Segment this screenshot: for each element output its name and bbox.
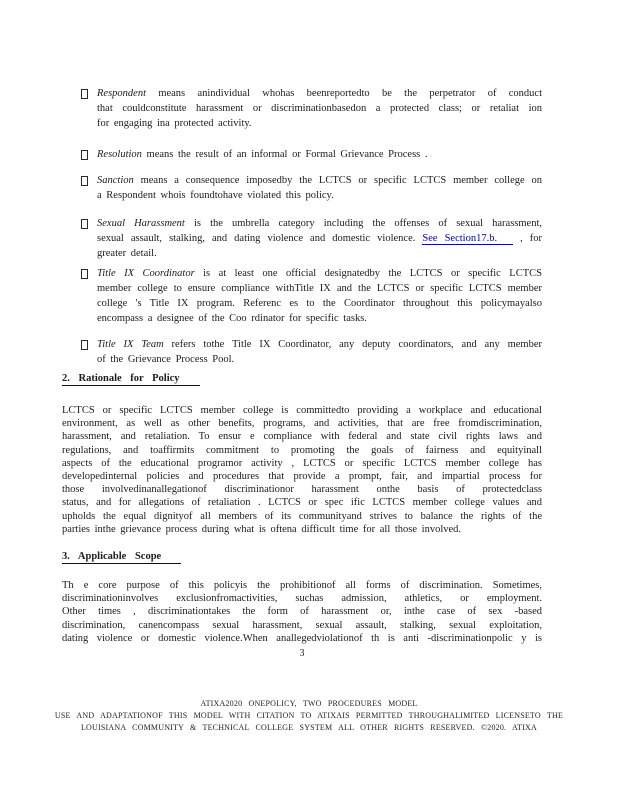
bullet-square-icon — [81, 340, 88, 350]
text-segment: , for — [513, 233, 543, 244]
definition-line — [97, 266, 542, 281]
text-segment: harassment, and retaliation. To ensur e compliance with federal and state civil rights laws and — [62, 431, 542, 443]
definition-text — [97, 86, 542, 131]
text-segment: upholds the equal dignityof all members of its communityand strives to balance the rights of the — [62, 510, 542, 522]
text-segment: encompass a designee of the Coo rdinator for specific tasks. — [97, 313, 367, 324]
text-segment: sexual assault, stalking, and dating violence and domestic violence. — [97, 233, 423, 244]
definition-line — [97, 116, 542, 131]
rationale-paragraph — [62, 404, 542, 536]
paragraph-line — [62, 632, 542, 645]
section-3-heading — [62, 551, 181, 564]
text-segment: those involvedinanallegationof discriminationor harassment onthe basis of protectedclass — [62, 484, 542, 496]
scope-paragraph — [62, 579, 542, 645]
text-segment: means anindividual whohas beenreportedto be the perpetrator of conduct — [146, 88, 542, 99]
definition-item-sanction — [80, 173, 542, 203]
paragraph-line — [62, 483, 542, 496]
bullet-square-icon — [81, 219, 88, 229]
text-segment: status, and for allegations of retaliation . LCTCS or spec ific LCTCS member college values and — [62, 497, 542, 509]
definition-line — [97, 352, 542, 367]
text-segment: aspects of the educational programor activity , LCTCS or specific LCTCS member college has — [62, 457, 542, 469]
definition-term: Title IX Team — [97, 339, 164, 350]
definition-line — [97, 173, 542, 188]
text-segment: discrimination, canencompass sexual harassment, sexual assault, stalking, sexual exploitation, — [62, 619, 542, 631]
text-segment: means the result of an informal or Formal Grievance Process . — [141, 149, 428, 160]
definition-line — [97, 246, 542, 261]
page-number: 3 — [299, 648, 305, 659]
section-3-heading-text: 3. Applicable Scope — [62, 551, 181, 564]
text-segment: is the umbrella category including the offenses of sexual harassment, — [184, 218, 542, 229]
text-segment: means a consequence imposedby the LCTCS or specific LCTCS member college on — [133, 175, 542, 186]
definition-term: Respondent — [97, 88, 146, 99]
section-2-heading-text: 2. Rationale for Policy — [62, 373, 200, 386]
definition-text — [97, 173, 542, 203]
definition-line — [97, 216, 542, 231]
definition-text — [97, 266, 542, 326]
definition-item-respondent — [80, 86, 542, 131]
bullet-square-icon — [81, 89, 88, 99]
section-17b-link[interactable]: See Section17.b. — [422, 233, 513, 245]
definition-term: Sexual Harassment — [97, 218, 185, 229]
paragraph-line — [62, 430, 542, 443]
paragraph-line — [62, 404, 542, 417]
section-2-heading — [62, 373, 200, 386]
definition-term: Resolution — [97, 149, 142, 160]
text-segment: environment, as well as other benefits, programs, and activities, that are free fromdiscrimination, — [62, 418, 542, 430]
definition-item-resolution — [80, 147, 542, 162]
text-segment: refers tothe Title IX Coordinator, any deputy coordinators, and any member — [163, 339, 542, 350]
definition-line — [97, 101, 542, 116]
paragraph-line — [62, 444, 542, 457]
definition-line — [97, 86, 542, 101]
definition-line — [97, 296, 542, 311]
text-segment: is at least one official designatedby the LCTCS or specific LCTCS — [194, 268, 542, 279]
text-segment: that couldconstitute harassment or discriminationbasedon a protected class; or retaliat ion — [97, 103, 542, 114]
text-segment: for engaging ina protected activity. — [97, 118, 252, 129]
text-segment: regulations, and toaffirmits commitment to promoting the goals of fairness and equityinall — [62, 444, 542, 456]
definition-line — [97, 311, 542, 326]
paragraph-line — [62, 417, 542, 430]
paragraph-line — [62, 470, 542, 483]
definition-text — [97, 337, 542, 367]
paragraph-line — [62, 496, 542, 509]
text-segment: LCTCS or specific LCTCS member college is committedto providing a workplace and educational — [62, 405, 542, 416]
paragraph-line — [62, 523, 542, 536]
definition-line — [97, 337, 542, 352]
text-segment: a Respondent whois foundtohave violated this policy. — [97, 190, 334, 201]
definition-term: Sanction — [97, 175, 134, 186]
paragraph-line — [62, 457, 542, 470]
definition-term: Title IX Coordinator — [97, 268, 195, 279]
paragraph-line — [62, 510, 542, 523]
definition-item-sexual-harassment — [80, 216, 542, 261]
text-segment: developedinternal policies and procedures that provide a prompt, fair, and impartial process for — [62, 471, 542, 483]
bullet-square-icon — [81, 150, 88, 160]
bullet-square-icon — [81, 269, 88, 279]
text-segment: parties inthe grievance process during what is oftena difficult time for all those involved. — [62, 523, 462, 535]
bullet-square-icon — [81, 176, 88, 186]
definition-line — [97, 231, 542, 246]
definition-line — [97, 188, 542, 203]
text-segment: dating violence or domestic violence.When anallegedviolationof th is anti -discriminationpolic y is — [62, 632, 542, 644]
text-segment: member college to ensure compliance withTitle IX and the LCTCS or specific LCTCS member — [97, 283, 542, 294]
text-segment: of the Grievance Process Pool. — [97, 354, 235, 365]
footer-line: USE AND ADAPTATIONOF THIS MODEL WITH CITATION TO ATIXAIS PERMITTED THROUGHALIMITED LICENSETO THE — [54, 711, 564, 720]
footer-line: LOUISIANA COMMUNITY & TECHNICAL COLLEGE SYSTEM ALL OTHER RIGHTS RESERVED. ©2020. ATIXA — [80, 723, 538, 732]
definition-text — [97, 147, 542, 162]
definition-item-title-ix-team — [80, 337, 542, 367]
page-footer — [0, 698, 618, 734]
paragraph-line — [62, 579, 542, 592]
definition-text — [97, 216, 542, 261]
definition-item-title-ix-coordinator — [80, 266, 542, 326]
paragraph-line — [62, 605, 542, 618]
paragraph-line — [62, 592, 542, 605]
text-segment: greater detail. — [97, 248, 157, 259]
definition-line — [97, 147, 542, 162]
text-segment: college 's Title IX program. Referenc es to the Coordinator throughout this policymayalso — [97, 298, 542, 309]
footer-line: ATIXA2020 ONEPOLICY, TWO PROCEDURES MODEL — [200, 699, 418, 708]
text-segment: Other times , discriminationtakes the form of harassment or, inthe case of sex -based — [62, 606, 542, 618]
text-segment: Th e core purpose of this policyis the prohibitionof all forms of discrimination. Sometimes, — [62, 580, 542, 591]
paragraph-line — [62, 619, 542, 632]
text-segment: discriminationinvolves exclusionfromactivities, suchas admission, athletics, or employment. — [62, 593, 542, 605]
definition-line — [97, 281, 542, 296]
